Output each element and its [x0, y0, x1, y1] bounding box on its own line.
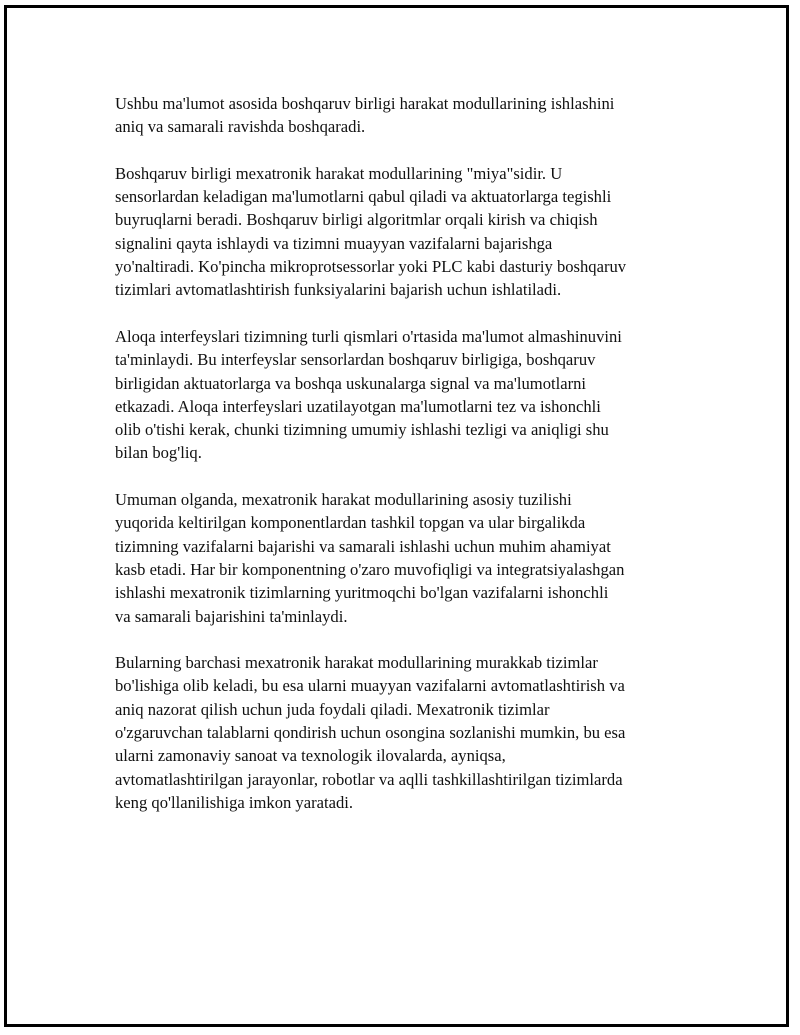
text-line: Umuman olganda, mexatronik harakat modullarining asosiy tuzilishi [115, 490, 572, 510]
paragraph-5 [115, 651, 695, 814]
text-line: aniq nazorat qilish uchun juda foydali qiladi. Mexatronik tizimlar [115, 699, 550, 719]
document-body [115, 92, 695, 838]
text-line: tizimning vazifalarni bajarishi va samarali ishlashi uchun muhim ahamiyat [115, 536, 611, 556]
text-line: etkazadi. Aloqa interfeyslari uzatilayotgan ma'lumotlarni tez va ishonchli [115, 396, 601, 416]
paragraph-4 [115, 488, 695, 628]
text-line: yo'naltiradi. Ko'pincha mikroprotsessorlar yoki PLC kabi dasturiy boshqaruv [115, 257, 627, 277]
text-line: Ushbu ma'lumot asosida boshqaruv birligi harakat modullarining ishlashini [115, 94, 615, 113]
text-line: olib o'tishi kerak, chunki tizimning umumiy ishlashi tezligi va aniqligi shu [115, 420, 609, 440]
text-line: va samarali bajarishini ta'minlaydi. [115, 606, 348, 626]
paragraph-1 [115, 92, 695, 139]
text-line: birligidan aktuatorlarga va boshqa uskunalarga signal va ma'lumotlarni [115, 373, 587, 393]
text-line: bo'lishiga olib keladi, bu esa ularni muayyan vazifalarni avtomatlashtirish va [115, 676, 625, 696]
text-line: avtomatlashtirilgan jarayonlar, robotlar va aqlli tashkillashtirilgan tizimlarda [115, 769, 623, 789]
paragraph-2 [115, 162, 695, 302]
text-line: bilan bog'liq. [115, 443, 202, 463]
text-line: ularni zamonaviy sanoat va texnologik ilovalarda, ayniqsa, [115, 746, 506, 766]
text-line: o'zgaruvchan talablarni qondirish uchun osongina sozlanishi mumkin, bu esa [115, 723, 626, 743]
text-line: signalini qayta ishlaydi va tizimni muayyan vazifalarni bajarishga [115, 233, 553, 253]
text-line: buyruqlarni beradi. Boshqaruv birligi algoritmlar orqali kirish va chiqish [115, 210, 598, 230]
text-line: Aloqa interfeyslari tizimning turli qismlari o'rtasida ma'lumot almashinuvini [115, 326, 622, 346]
text-line: kasb etadi. Har bir komponentning o'zaro muvofiqligi va integratsiyalashgan [115, 559, 625, 579]
paragraph-3 [115, 325, 695, 465]
text-line: yuqorida keltirilgan komponentlardan tashkil topgan va ular birgalikda [115, 513, 586, 533]
text-line: ishlashi mexatronik tizimlarning yuritmoqchi bo'lgan vazifalarni ishonchli [115, 583, 609, 603]
text-line: tizimlari avtomatlashtirish funksiyalarini bajarish uchun ishlatiladi. [115, 280, 562, 300]
text-line: aniq va samarali ravishda boshqaradi. [115, 117, 366, 137]
text-line: Boshqaruv birligi mexatronik harakat modullarining "miya"sidir. U [115, 163, 563, 183]
text-line: ta'minlaydi. Bu interfeyslar sensorlardan boshqaruv birligiga, boshqaruv [115, 350, 596, 370]
text-line: sensorlardan keladigan ma'lumotlarni qabul qiladi va aktuatorlarga tegishli [115, 187, 612, 207]
text-line: keng qo'llanilishiga imkon yaratadi. [115, 792, 354, 812]
text-line: Bularning barchasi mexatronik harakat modullarining murakkab tizimlar [115, 653, 598, 673]
